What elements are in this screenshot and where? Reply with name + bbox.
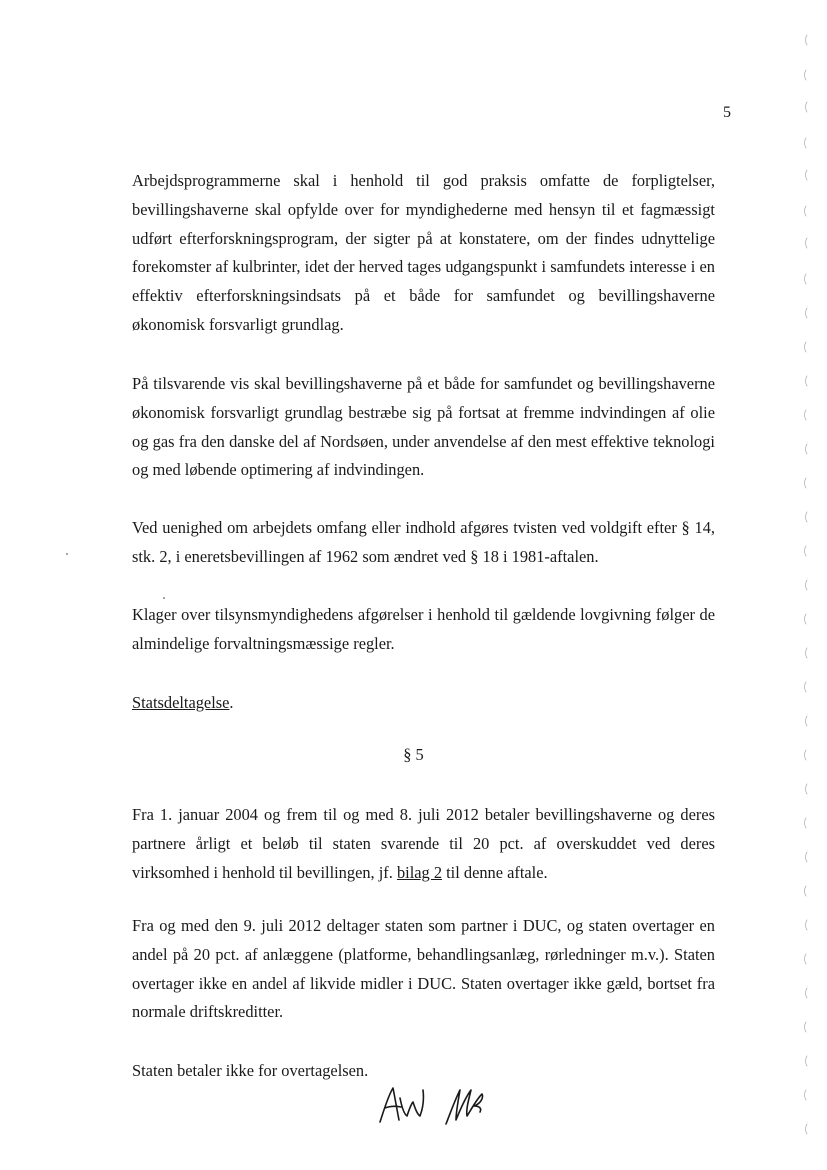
paragraph-arbitration: Ved uenighed om arbejdets omfang eller indhold afgøres tvisten ved voldgift efter § 14, stk. 2, i eneretsbevillingen af 1962 som ændret ved § 18 i 1981-aftalen.: [132, 518, 715, 566]
section-heading: [132, 689, 234, 717]
paragraph-profit-share-end: til denne aftale.: [442, 862, 548, 882]
initials-aw: [380, 1088, 423, 1122]
left-stray-mark: [66, 553, 68, 555]
section-heading-suffix: .: [229, 693, 234, 712]
margin-scan-marks: [797, 30, 817, 1160]
page-number: 5: [723, 104, 731, 121]
paragraph-work-programmes: Arbejdsprogrammerne skal i henhold til god praksis omfatte de forpligtelser, bevillingshaverne skal opfylde over for myndighederne med hensyn til et fagmæssigt udført efterforskningsprogram, der sigter på at konstatere, om der findes udnyttelige forekomster af kulbrinter, idet der herved tages udgangspunkt i samfundets interesse i en effektiv efterforskningsindsats på et både for samfundet og bevillingshaverne økonomisk forsvarligt grundlag.: [132, 171, 715, 334]
section-heading-text: Statsdeltagelse: [132, 693, 230, 712]
paragraph-profit-share-text: Fra 1. januar 2004 og frem til og med 8. juli 2012 betaler bevillingshaverne og deres partnere årligt et beløb til staten svarende til 20 pct. af overskuddet ved deres virksomhed i henhold til bevillingen, jf.: [132, 805, 715, 882]
handwritten-initials: [376, 1080, 496, 1128]
initials-second: [446, 1090, 483, 1124]
paragraph-no-payment: Staten betaler ikke for overtagelsen.: [132, 1061, 369, 1080]
bilag-reference: bilag 2: [396, 862, 443, 882]
paragraph-profit-share: [132, 801, 715, 887]
text-stray-mark: [163, 597, 165, 599]
paragraph-production: På tilsvarende vis skal bevillingshaverne på et både for samfundet og bevillingshaverne økonomisk forsvarligt grundlag bestræbe sig på fortsat at fremme indvindingen af olie og gas fra den danske del af Nordsøen, under anvendelse af den mest effektive teknologi og med løbende optimering af indvindingen.: [132, 374, 715, 480]
section-number: § 5: [403, 745, 424, 764]
paragraph-complaints: Klager over tilsynsmyndighedens afgørelser i henhold til gældende lovgivning følger de almindelige forvaltningsmæssige regler.: [132, 605, 715, 653]
paragraph-state-partner: Fra og med den 9. juli 2012 deltager staten som partner i DUC, og staten overtager en andel på 20 pct. af anlæggene (platforme, behandlingsanlæg, rørledninger m.v.). Staten overtager ikke en andel af likvide midler i DUC. Staten overtager ikke gæld, bortset fra normale driftskreditter.: [132, 916, 715, 1022]
